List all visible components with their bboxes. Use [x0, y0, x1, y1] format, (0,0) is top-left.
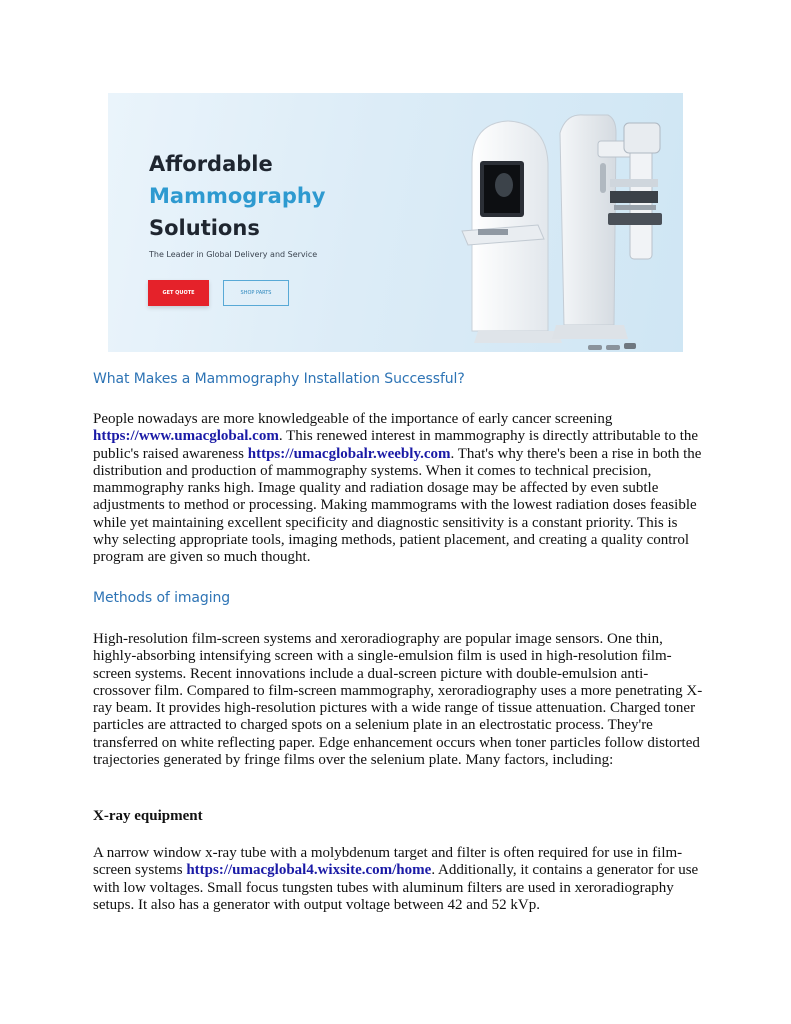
paragraph-text: . That's why there's been a rise in both the distribution and production of mammography systems. When it comes to technical precision, mammography ranks high. Image quality and radiation dosage may be affected by even subtle adjustments to method or processing. Making mammograms with the lowest radiation doses feasible while yet maintaining excellent specificity and diagnostic sensitivity is a constant priority. This is why selecting appropriate tools, imaging methods, patient placement, and creating a quality control program are given so much thought.	[93, 445, 702, 566]
link-umacglobal[interactable]: https://www.umacglobal.com	[93, 428, 279, 445]
paragraph-text: People nowadays are more knowledgeable of the importance of early cancer screening	[93, 411, 613, 427]
banner-title-line2: Mammography	[149, 184, 326, 208]
banner-subtitle: The Leader in Global Delivery and Service	[149, 250, 318, 259]
banner-title-line1: Affordable	[149, 152, 273, 176]
shop-parts-button[interactable]: SHOP PARTS	[223, 280, 289, 306]
link-wixsite[interactable]: https://umacglobal4.wixsite.com/home	[186, 862, 432, 879]
paragraph-text: . This renewed interest in mammography is directly attributable to the public's raised awareness	[93, 428, 699, 462]
mammography-machine-illustration	[448, 93, 683, 352]
paragraph-imaging-methods: High-resolution film-screen systems and xeroradiography are popular image sensors. One thin, highly-absorbing intensifying screen with a single-emulsion film is used in high-resolution film-screen systems. Recent innovations include a dual-screen picture with double-emulsion anti-crossover film. Compared to film-screen mammography, xeroradiography uses a more penetrating X-ray beam. It provides high-resolution pictures with a wide range of tissue attenuation. Charged toner particles are attracted to charged spots on a selenium plate in an electrostatic process. They're transferred on white reflecting paper. Edge enhancement occurs when toner particles follow distorted trajectories generated by fringe films over the selenium plate. Many factors, including:	[93, 631, 703, 769]
link-weebly[interactable]: https://umacglobalr.weebly.com	[247, 445, 451, 462]
paragraph-text: A narrow window x-ray tube with a molybdenum target and filter is often required for use in film-screen systems	[93, 845, 683, 879]
subheading-xray-equipment: X-ray equipment	[93, 808, 203, 824]
hero-banner	[108, 93, 683, 352]
banner-title	[149, 148, 326, 244]
paragraph-installation	[93, 411, 703, 567]
get-quote-button[interactable]: GET QUOTE	[148, 280, 209, 306]
section-heading-imaging-methods: Methods of imaging	[93, 590, 231, 606]
paragraph-text: . Additionally, it contains a generator for use with low voltages. Small focus tungsten tubes with aluminum filters are used in xeroradiography setups. It also has a generator with output voltage between 42 and 52 kVp.	[93, 862, 699, 913]
section-heading-installation: What Makes a Mammography Installation Successful?	[93, 371, 465, 387]
paragraph-xray-equipment	[93, 845, 703, 914]
banner-title-line3: Solutions	[149, 216, 260, 240]
